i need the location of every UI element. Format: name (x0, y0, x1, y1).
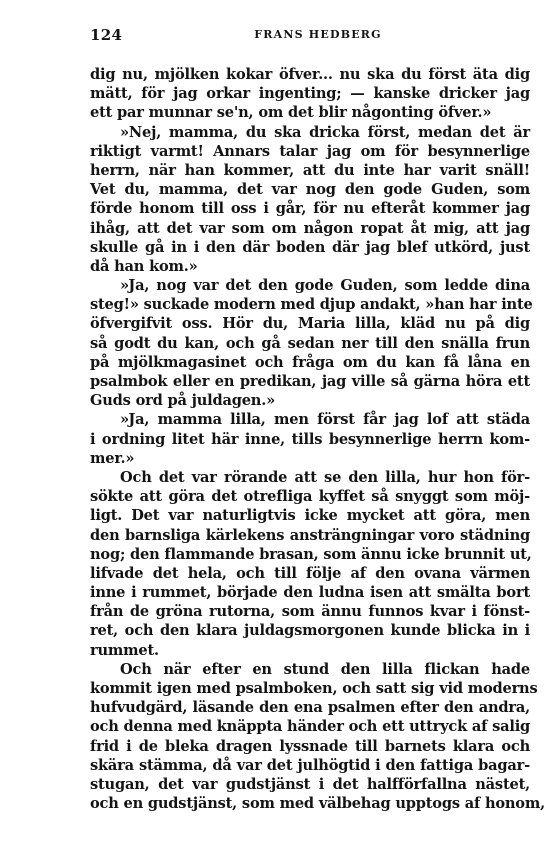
text-line: i ordning litet här inne, tills besynnerlige herrn kom- (90, 430, 530, 448)
text-line: Vet du, mamma, det var nog den gode Guden, som (90, 181, 530, 199)
text-line: nog; den flammande brasan, som ännu icke brunnit ut, (90, 545, 532, 563)
text-line: ihåg, att det var som om någon ropat åt mig, att jag (90, 219, 530, 237)
text-line: »Ja, nog var det den gode Guden, som ledde dina (120, 277, 530, 295)
text-line: Guds ord på juldagen.» (90, 392, 276, 410)
text-line: då han kom.» (90, 257, 198, 275)
text-line: kommit igen med psalmboken, och satt sig vid moderns (90, 680, 538, 697)
text-line: mer.» (90, 449, 135, 467)
text-line: skulle gå in i den där boden där jag blef utkörd, just (90, 238, 530, 256)
text-line: »Nej, mamma, du ska dricka först, medan det är (120, 123, 530, 141)
text-line: inne i rummet, började den ludna isen att smälta bort (90, 584, 530, 602)
text-line: Och det var rörande att se den lilla, hur hon för- (120, 468, 530, 486)
text-line: lifvade det hela, och till följe af den ovana värmen (90, 564, 530, 582)
text-line: Och när efter en stund den lilla flickan hade (120, 660, 530, 678)
text-line: öfvergifvit oss. Hör du, Maria lilla, kläd nu på dig (90, 315, 530, 333)
page-number: 124 (90, 26, 123, 44)
text-line: på mjölkmagasinet och fråga om du kan få låna en (90, 353, 530, 371)
running-head (90, 26, 530, 46)
text-line: »Ja, mamma lilla, men först får jag lof att städa (120, 411, 530, 429)
text-line: skära stämma, då var det julhögtid i den fattiga bagar- (90, 756, 530, 774)
text-line: rummet. (90, 641, 159, 659)
text-line: hufvudgärd, läsande den ena psalmen efter den andra, (90, 699, 530, 717)
text-line: och denna med knäppta händer och ett uttryck af salig (90, 718, 531, 736)
text-line: frid i de bleka dragen lyssnade till barnets klara och (90, 737, 530, 755)
text-line: den barnsliga kärlekens ansträngningar voro städning (90, 526, 530, 544)
text-line: stugan, det var gudstjänst i det halfförfallna nästet, (90, 775, 530, 793)
text-line: och en gudstjänst, som med välbehag upptogs af honom, (90, 795, 545, 813)
text-line: mätt, för jag orkar ingenting; — kanske dricker jag (90, 85, 530, 103)
text-line: så godt du kan, och gå sedan ner till den snälla frun (90, 334, 530, 352)
running-title: FRANS HEDBERG (254, 28, 382, 41)
text-line: från de gröna rutorna, som ännu funnos kvar i fönst- (90, 603, 530, 621)
body-text (90, 65, 545, 813)
text-line: ligt. Det var naturligtvis icke mycket att göra, men (90, 507, 530, 525)
text-line: herrn, när han kommer, att du inte har varit snäll! (90, 161, 530, 179)
text-line: riktigt varmt! Annars talar jag om för besynnerlige (90, 142, 530, 160)
text-line: ett par munnar se'n, om det blir någonting öfver.» (90, 104, 492, 122)
text-line: dig nu, mjölken kokar öfver... nu ska du först äta dig (90, 66, 530, 83)
text-line: ret, och den klara juldagsmorgonen kunde blicka in i (90, 622, 530, 640)
text-line: psalmbok eller en predikan, jag ville så gärna höra ett (90, 373, 530, 390)
text-line: steg!» suckade modern med djup andakt, »han har inte (90, 296, 533, 314)
text-line: förde honom till oss i går, för nu efteråt kommer jag (90, 200, 530, 218)
text-line: sökte att göra det otrefliga kyffet så snyggt som möj- (90, 488, 530, 506)
